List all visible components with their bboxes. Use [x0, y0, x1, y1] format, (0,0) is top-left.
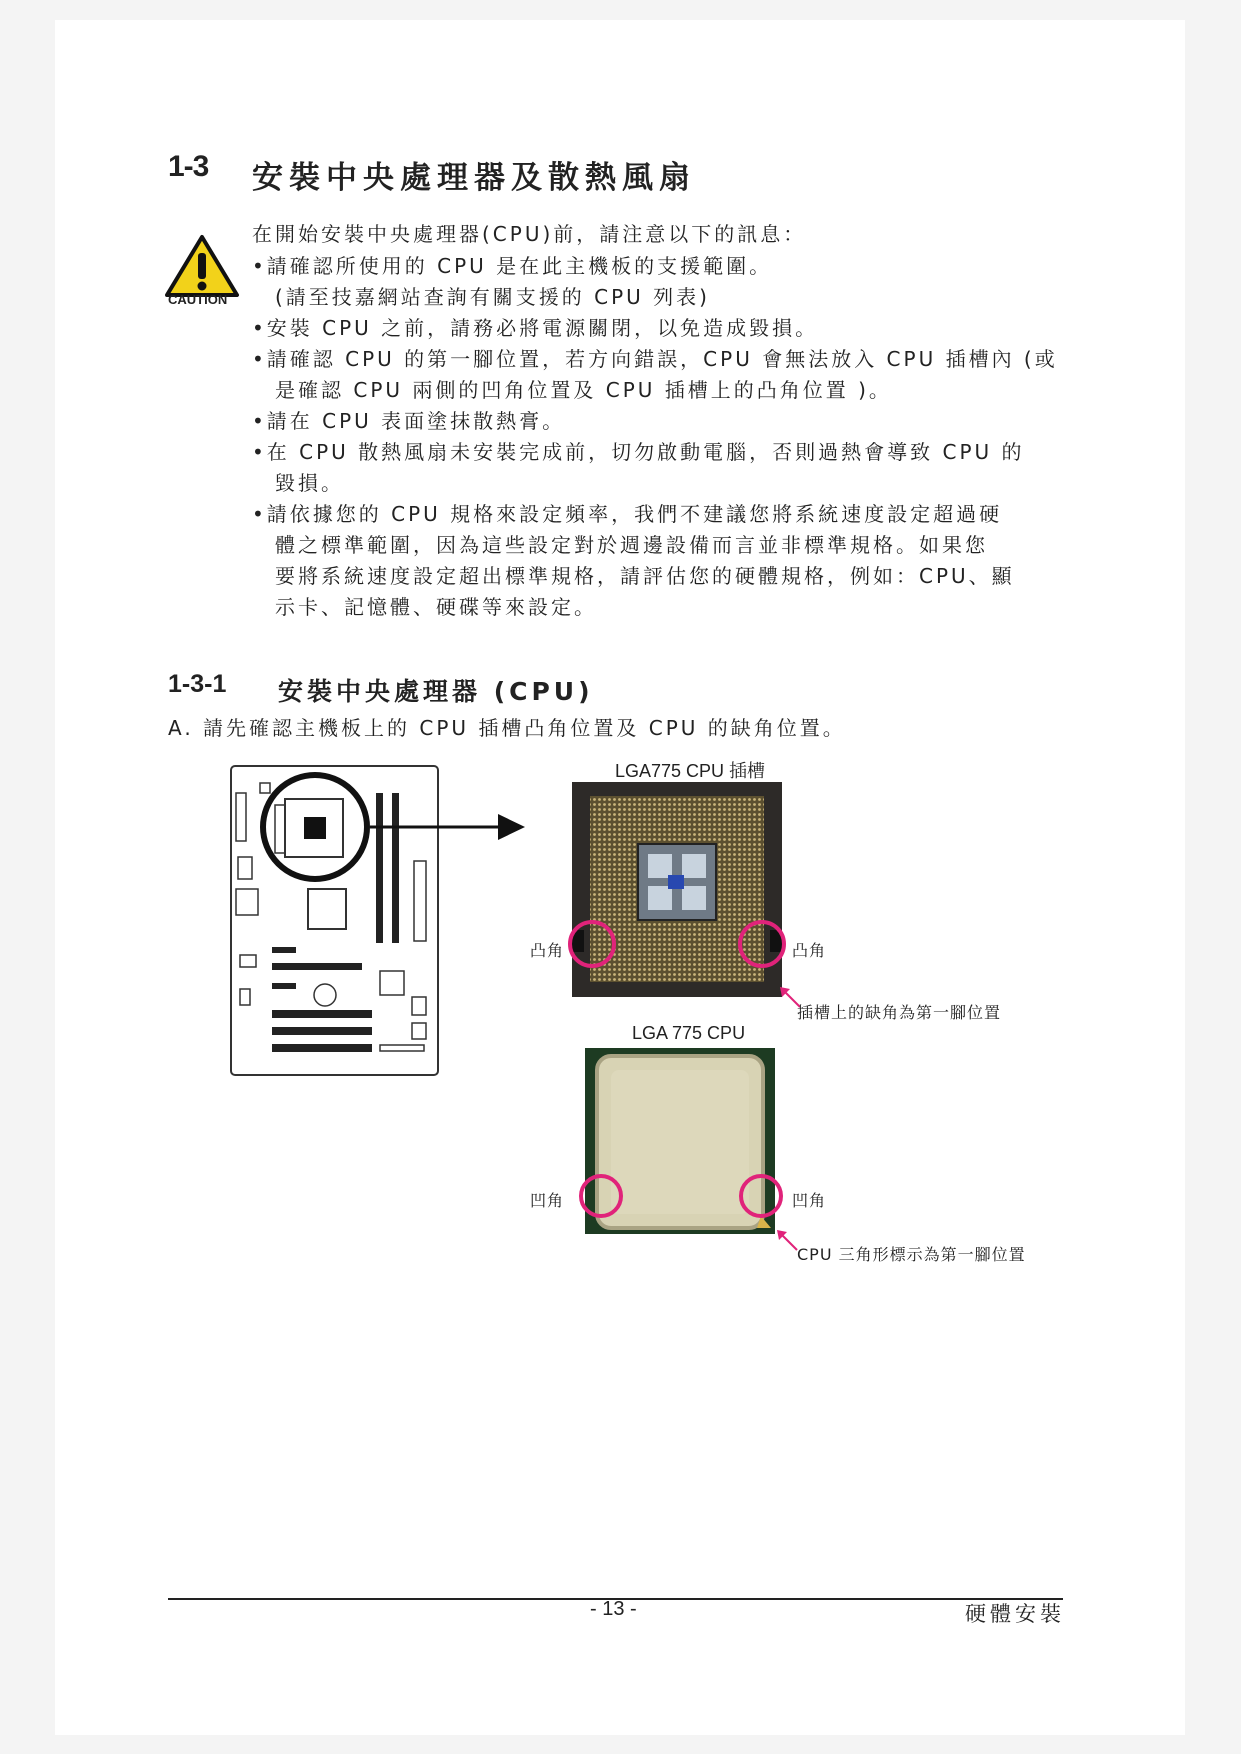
- socket-note: 插槽上的缺角為第一腳位置: [797, 1003, 1002, 1022]
- step-a-text: A. 請先確認主機板上的 CPU 插槽凸角位置及 CPU 的缺角位置。: [168, 716, 846, 740]
- note-line: •在 CPU 散熱風扇未安裝完成前，切勿啟動電腦，否則過熱會導致 CPU 的: [252, 440, 1025, 464]
- note-line: •請確認所使用的 CPU 是在此主機板的支援範圍。: [252, 254, 773, 278]
- note-line: •請依據您的 CPU 規格來設定頻率，我們不建議您將系統速度設定超過硬: [252, 502, 1003, 526]
- pointer-arrow: [370, 812, 530, 842]
- note-line: •請在 CPU 表面塗抹散熱膏。: [252, 409, 566, 433]
- page-number: - 13 -: [590, 1598, 637, 1620]
- subsection-number: 1-3-1: [168, 670, 227, 698]
- note-line: 是確認 CPU 兩側的凹角位置及 CPU 插槽上的凸角位置 )。: [275, 378, 892, 402]
- cpu-left-notch-label: 凹角: [530, 1191, 565, 1210]
- lga775-socket-image: [572, 782, 782, 997]
- subsection-title: 安裝中央處理器 (CPU): [278, 677, 594, 706]
- note-line: •請確認 CPU 的第一腳位置，若方向錯誤，CPU 會無法放入 CPU 插槽內 (或: [252, 347, 1058, 371]
- socket-right-key-label: 凸角: [792, 941, 827, 960]
- cpu-note: CPU 三角形標示為第一腳位置: [797, 1245, 1026, 1264]
- section-title: 安裝中央處理器及散熱風扇: [252, 160, 696, 196]
- note-line: 要將系統速度設定超出標準規格，請評估您的硬體規格，例如：CPU、顯: [275, 564, 1015, 588]
- cpu-right-notch-label: 凹角: [792, 1191, 827, 1210]
- note-line: 示卡、記憶體、硬碟等來設定。: [275, 595, 597, 619]
- note-line: •安裝 CPU 之前，請務必將電源關閉，以免造成毀損。: [252, 316, 819, 340]
- notes-intro: 在開始安裝中央處理器(CPU)前，請注意以下的訊息：: [252, 222, 807, 246]
- caution-label: CAUTION: [168, 292, 228, 307]
- section-number: 1-3: [168, 150, 209, 183]
- footer-chapter: 硬體安裝: [965, 1602, 1065, 1626]
- cpu-caption: LGA 775 CPU: [632, 1023, 746, 1043]
- socket-left-key-label: 凸角: [530, 941, 565, 960]
- socket-caption: LGA775 CPU 插槽: [615, 761, 766, 781]
- note-line: 毀損。: [275, 471, 344, 495]
- note-line: 體之標準範圍，因為這些設定對於週邊設備而言並非標準規格。如果您: [275, 533, 988, 557]
- note-line: (請至技嘉網站查詢有關支援的 CPU 列表): [275, 285, 710, 309]
- lga775-cpu-image: [585, 1048, 775, 1234]
